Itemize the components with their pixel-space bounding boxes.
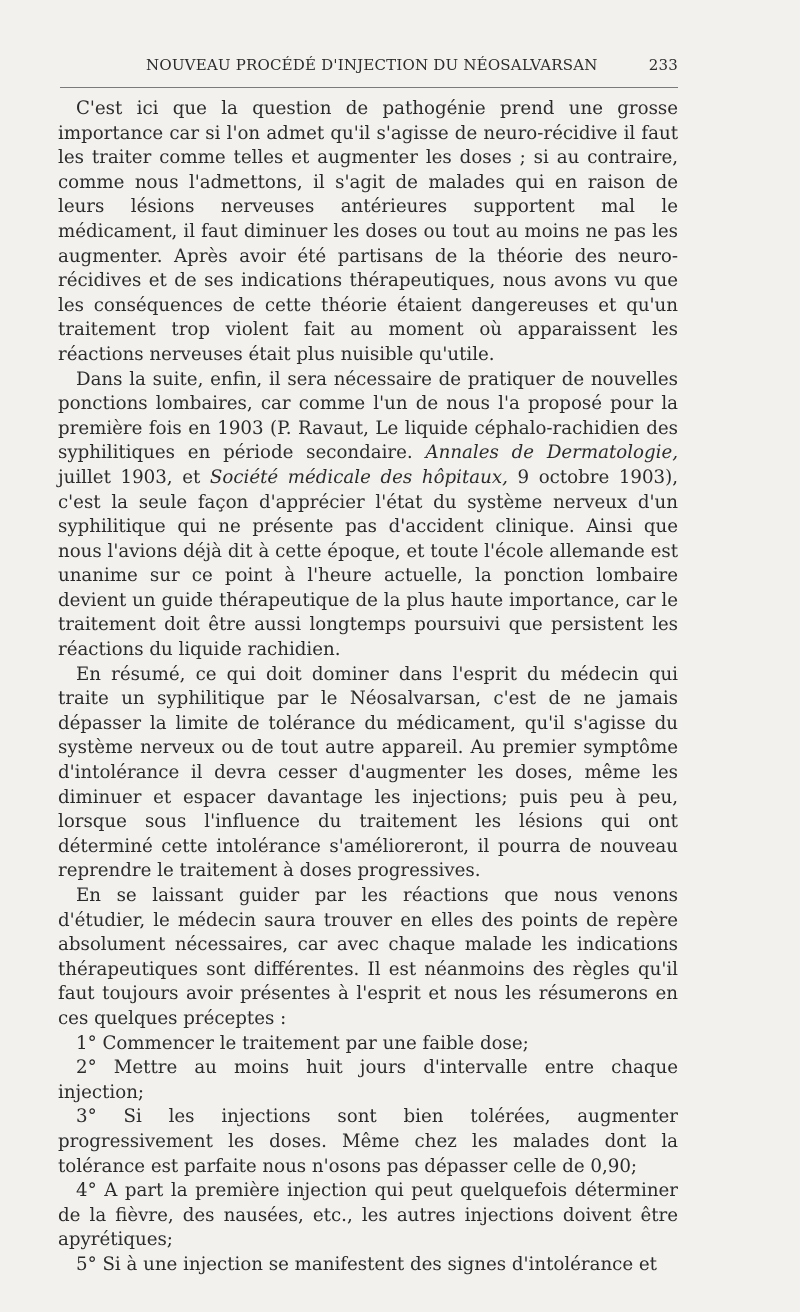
paragraph-ponctions-part-1: Dans la suite, enfin, il sera nécessaire de pratiquer de nouvelles ponctions lombaires, car comme l'un de nous l'a proposé pour la première fois en 1903 (P. Ravaut, Le liquide céphalo-rachidien des syphilitiques en période secondaire. <box>58 368 678 464</box>
paragraph-ponctions-part-2: juillet 1903, et <box>58 466 210 488</box>
paragraph-preceptes-intro: En se laissant guider par les réactions que nous venons d'étudier, le médecin saura trouver en elles des points de repère absolument nécessaires, car avec chaque malade les indications thérapeutiques sont différentes. Il est néanmoins des règles qu'il faut toujours avoir présentes à l'esprit et nous les résumerons en ces quelques préceptes : <box>58 885 678 1029</box>
paragraph-ponctions <box>58 368 678 663</box>
journal-societe-medicale: Société médicale des hôpitaux, <box>209 466 508 488</box>
paragraph-resume: En résumé, ce qui doit dominer dans l'esprit du médecin qui traite un syphilitique par le Néosalvarsan, c'est de ne jamais dépasser la limite de tolérance du médicament, qu'il s'agisse du système nerveux ou de tout autre appareil. Au premier symptôme d'intolérance il devra cesser d'augmenter les doses, même les diminuer et espacer davantage les injections; puis peu à peu, lorsque sous l'influence du traitement les lésions qui ont déterminé cette intolérance s'amélioreront, il pourra de nouveau reprendre le traitement à doses progressives. <box>58 663 678 882</box>
header-rule <box>60 87 678 88</box>
body-text <box>58 97 678 1278</box>
precept-5: 5° Si à une injection se manifestent des signes d'intolérance et <box>76 1253 657 1275</box>
running-title: NOUVEAU PROCÉDÉ D'INJECTION DU NÉOSALVARSAN <box>146 56 598 74</box>
running-header <box>60 56 678 78</box>
precept-2: 2° Mettre au moins huit jours d'intervalle entre chaque injection; <box>58 1057 678 1103</box>
paragraph-pathogenie: C'est ici que la question de pathogénie prend une grosse importance car si l'on admet qu'il s'agisse de neuro-récidive il faut les traiter comme telles et augmenter les doses ; si au contraire, comme nous l'admettons, il s'agit de malades qui en raison de leurs lésions nerveuses antérieures supportent mal le médicament, il faut diminuer les doses ou tout au moins ne pas les augmenter. Après avoir été partisans de la théorie des neuro-récidives et de ses indications thérapeutiques, nous avons vu que les conséquences de cette théorie étaient dangereuses et qu'un traitement trop violent fait au moment où apparaissent les réactions nerveuses était plus nuisible qu'utile. <box>58 98 678 365</box>
paragraph-ponctions-part-3: 9 octobre 1903), c'est la seule façon d'apprécier l'état du système nerveux d'un syphilitique qui ne présente pas d'accident clinique. Ainsi que nous l'avions déjà dit à cette époque, et toute l'école allemande est unanime sur ce point à l'heure actuelle, la ponction lombaire devient un guide thérapeutique de la plus haute importance, car le traitement doit être aussi longtemps poursuivi que persistent les réactions du liquide rachidien. <box>58 466 679 661</box>
page-number: 233 <box>648 56 678 74</box>
journal-annales-dermatologie: Annales de Dermatologie, <box>425 442 678 464</box>
precept-3: 3° Si les injections sont bien tolérées, augmenter progressivement les doses. Même chez les malades dont la tolérance est parfaite nous n'osons pas dépasser celle de 0,90; <box>58 1106 678 1177</box>
precept-4: 4° A part la première injection qui peut quelquefois déterminer de la fièvre, des nausées, etc., les autres injections doivent être apyrétiques; <box>58 1180 678 1251</box>
precept-1: 1° Commencer le traitement par une faible dose; <box>76 1032 529 1054</box>
